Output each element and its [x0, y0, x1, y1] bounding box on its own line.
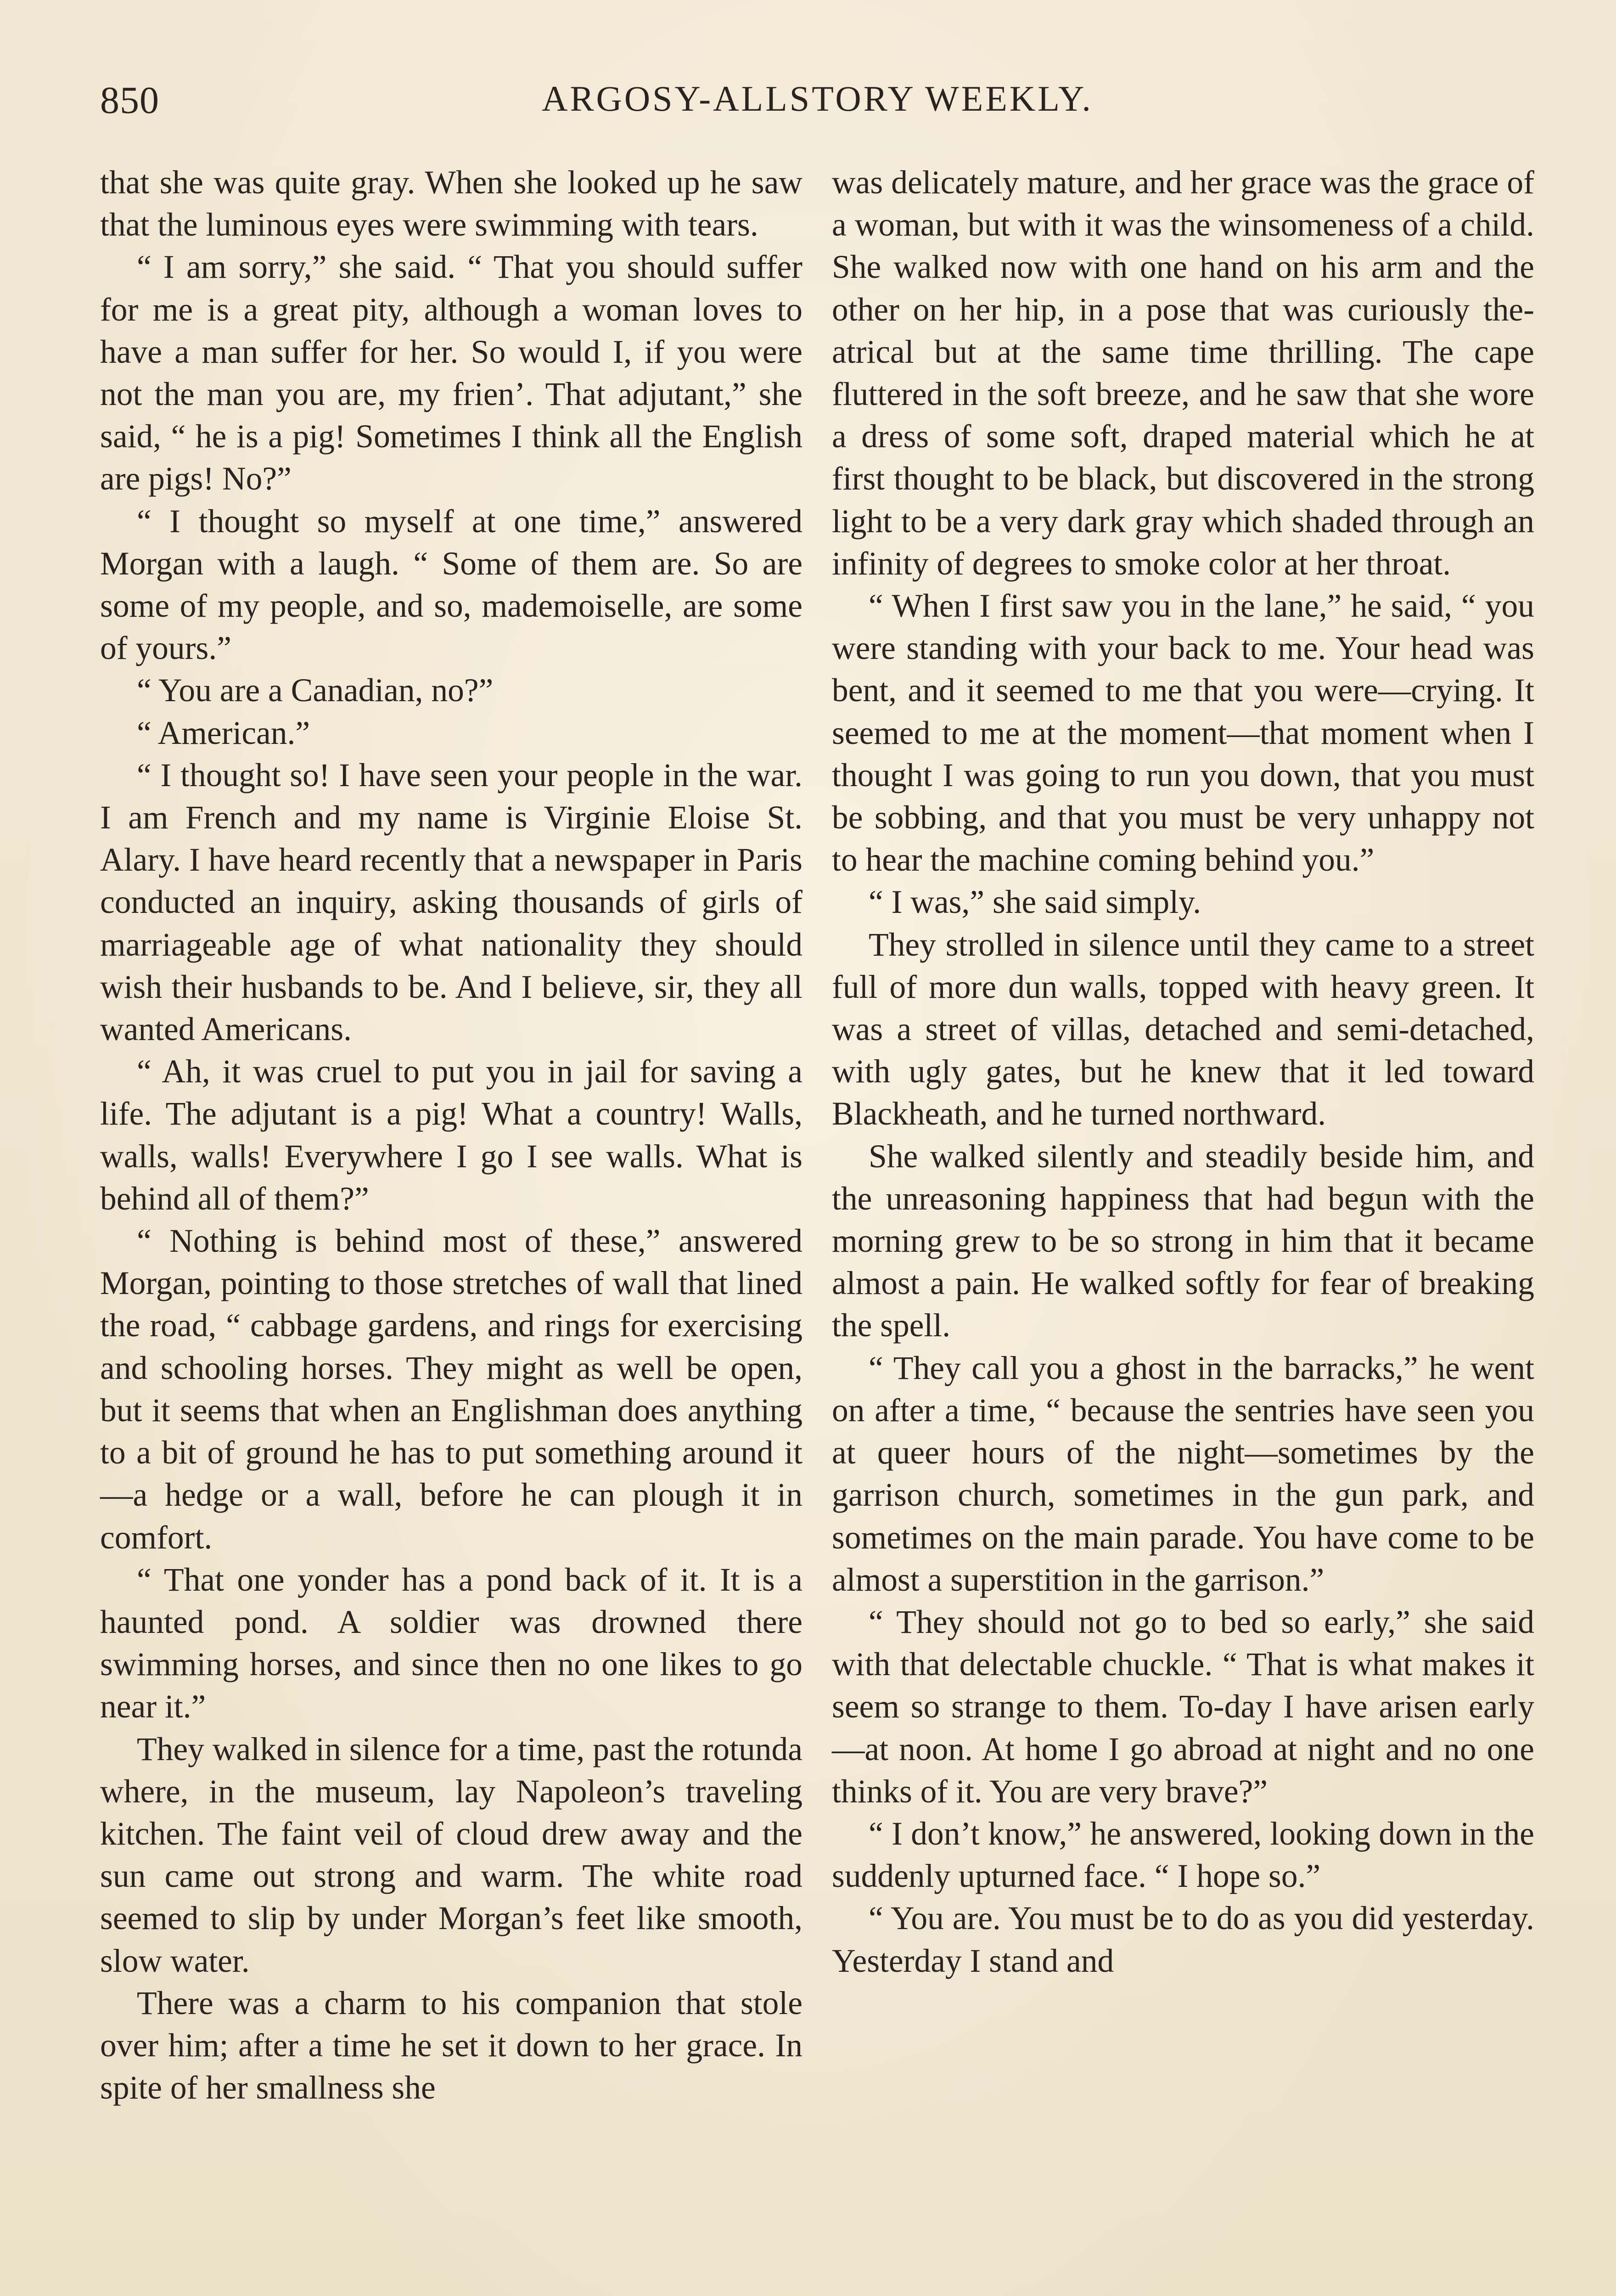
paragraph: “ I thought so! I have seen your people in the war. I am French and my name is Virginie Eloise St. Alary. I have heard recently that a newspaper in Paris conducted an inquiry, asking thousands of girls of marriageable age of what nationality they should wish their husbands to be. And I believe, sir, they all wanted Americans.	[100, 757, 802, 1048]
paragraph: “ You are a Canadian, no?”	[137, 672, 494, 709]
running-head: ARGOSY-ALLSTORY WEEKLY.	[542, 79, 1093, 118]
paragraph: “ They call you a ghost in the barracks,” he went on after a time, “ because the sentries have seen you at queer hours of the night—sometimes by the garrison church, sometimes in the gun park, and sometimes on the main parade. You have come to be almost a superstition in the garrison.”	[832, 1350, 1534, 1598]
paragraph: “ I thought so myself at one time,” answered Morgan with a laugh. “ Some of them are. So are some of my people, and so, mademoiselle, are some of yours.”	[100, 503, 802, 667]
paragraph: They walked in silence for a time, past the rotunda where, in the museum, lay Napoleon’s traveling kitchen. The faint veil of cloud drew away and the sun came out strong and warm. The white road seemed to slip by under Morgan’s feet like smooth, slow water.	[100, 1731, 802, 1979]
paragraph: “ You are. You must be to do as you did yesterday. Yesterday I stand and	[832, 1900, 1534, 1979]
left-column	[100, 162, 802, 2109]
paragraph: “ American.”	[137, 715, 310, 751]
paragraph: There was a charm to his companion that stole over him; after a time he set it down to her grace. In spite of her smallness she	[100, 1985, 802, 2106]
paragraph: “ I am sorry,” she said. “ That you should suffer for me is a great pity, although a woman loves to have a man suffer for her. So would I, if you were not the man you are, my frien’. That adjutant,” she said, “ he is a pig! Sometimes I think all the English are pigs! No?”	[100, 249, 802, 497]
paragraph: that she was quite gray. When she looked up he saw that the luminous eyes were swimming with tears.	[100, 164, 802, 243]
paragraph: “ I was,” she said simply.	[869, 884, 1201, 921]
page-header	[100, 78, 1535, 124]
paragraph: “ When I first saw you in the lane,” he said, “ you were standing with your back to me. Your head was bent, and it seemed to me that you were—crying. It seemed to me at the moment—that moment when I thought I was going to run you down, that you must be sobbing, and that you must be very unhappy not to hear the machine coming behind you.”	[832, 588, 1534, 878]
paragraph: “ That one yonder has a pond back of it. It is a haunted pond. A soldier was drowned there swimming horses, and since then no one likes to go near it.”	[100, 1561, 802, 1725]
paragraph: She walked silently and steadily beside him, and the unreasoning happiness that had begun with the morning grew to be so strong in him that it became almost a pain. He walked softly for fear of breaking the spell.	[832, 1138, 1534, 1344]
paragraph: “ Ah, it was cruel to put you in jail for saving a life. The adjutant is a pig! What a country! Walls, walls, walls! Everywhere I go I see walls. What is behind all of them?”	[100, 1053, 802, 1217]
paragraph: They strolled in silence until they came to a street full of more dun walls, topped with heavy green. It was a street of villas, detached and semi-detached, with ugly gates, but he knew that it led toward Blackheath, and he turned northward.	[832, 926, 1534, 1132]
paragraph: “ I don’t know,” he answered, looking down in the suddenly upturned face. “ I hope so.”	[832, 1815, 1534, 1895]
page-number: 850	[100, 79, 159, 122]
paragraph: “ Nothing is behind most of these,” answered Morgan, pointing to those stretches of wall that lined the road, “ cabbage gardens, and rings for exercising and schooling horses. They might as well be open, but it seems that when an Englishman does anything to a bit of ground he has to put something around it—a hedge or a wall, before he can plough it in comfort.	[100, 1223, 802, 1556]
right-column	[832, 162, 1534, 1982]
paragraph: was delicately mature, and her grace was the grace of a woman, but with it was the winsomeness of a child. She walked now with one hand on his arm and the other on her hip, in a pose that was curiously theatrical but at the same time thrilling. The cape fluttered in the soft breeze, and he saw that she wore a dress of some soft, draped material which he at first thought to be black, but discovered in the strong light to be a very dark gray which shaded through an infinity of degrees to smoke color at her throat.	[832, 164, 1534, 582]
paragraph: “ They should not go to bed so early,” she said with that delectable chuckle. “ That is what makes it seem so strange to them. To-day I have arisen early—at noon. At home I go abroad at night and no one thinks of it. You are very brave?”	[832, 1604, 1534, 1810]
